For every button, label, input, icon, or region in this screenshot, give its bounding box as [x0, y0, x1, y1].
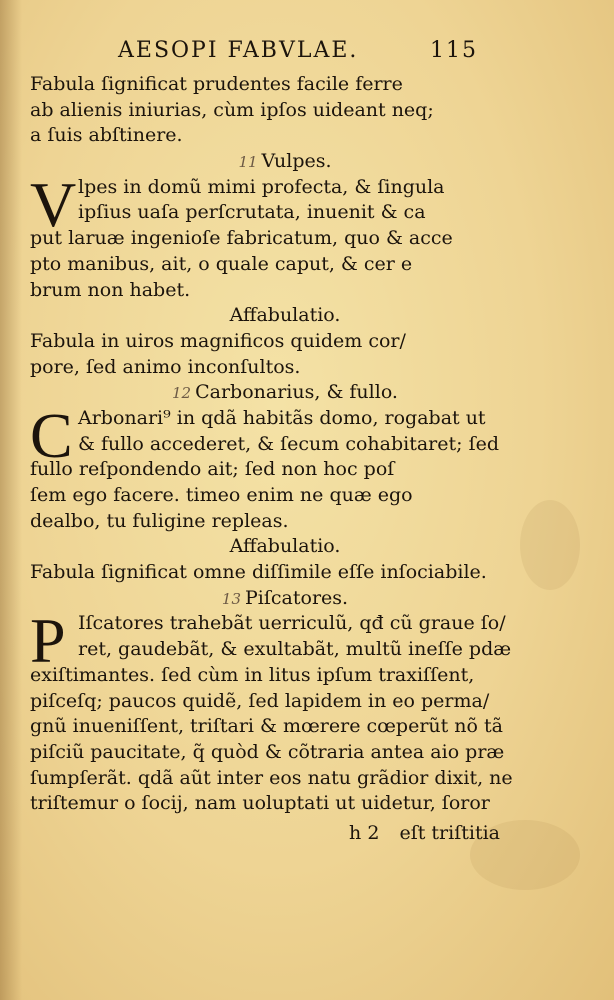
paragraph	[30, 399, 500, 534]
text-line: Fabula in uiros magnificos quidem cor/	[30, 329, 406, 352]
handwritten-number: 13	[221, 589, 242, 608]
drop-initial: C	[30, 399, 73, 471]
text-line: pto manibus, ait, o quale caput, & cer e	[30, 252, 413, 275]
catchline	[30, 821, 500, 847]
section-heading	[30, 534, 500, 560]
text-line: dealbo, tu fuligine repleas.	[30, 509, 289, 532]
heading-text: Carbonarius, & fullo.	[195, 381, 398, 404]
text-line: piſciũ paucitate, q̃ quòd & cõtraria antea aio præ	[30, 740, 505, 763]
heading-text: Affabulatio.	[229, 304, 341, 327]
handwritten-number: 11	[238, 153, 258, 172]
drop-initial: P	[30, 605, 66, 677]
paragraph	[30, 168, 500, 303]
text-line: lpes in domũ mimi profecta, & ſingula	[78, 175, 445, 198]
text-line: fullo reſpondendo ait; ſed non hoc poſ	[30, 458, 395, 481]
folio-number: 115	[430, 38, 478, 63]
text-line: Fabula ſignificat prudentes facile ferre	[30, 73, 403, 95]
drop-initial: V	[30, 168, 77, 240]
section-heading	[30, 303, 500, 329]
text-line: Iſcatores trahebãt uerriculũ, qđ cũ graue ſo/	[78, 612, 506, 635]
gutter-shadow	[0, 0, 22, 1000]
text-line: triſtemur o ſocij, nam uoluptati ut uidetur, ſoror	[30, 792, 490, 815]
text-block	[30, 38, 513, 847]
handwritten-number: 12	[172, 384, 192, 403]
text-line: exiſtimantes. ſed cùm in litus ipſum traxiſſent,	[30, 663, 475, 686]
paper-stain	[520, 500, 580, 590]
section-heading	[30, 586, 500, 612]
text-line: a ſuis abſtinere.	[30, 124, 183, 147]
section-heading	[30, 149, 500, 175]
text-line: Arbonari⁹ in qdã habitãs domo, rogabat ut	[78, 406, 486, 429]
text-line: pore, ſed animo inconſultos.	[30, 355, 301, 378]
text-line: piſceſq; paucos quidẽ, ſed lapidem in eo perma/	[30, 689, 490, 712]
text-line: ab alienis iniurias, cùm ipſos uideant neq;	[30, 98, 434, 121]
heading-text: Vulpes.	[261, 150, 332, 173]
section-heading	[30, 380, 500, 406]
text-line: Fabula ſignificat omne diſſimile eſſe inſociabile.	[30, 561, 487, 584]
text-line: put laruæ ingenioſe fabricatum, quo & acce	[30, 227, 453, 250]
paragraph	[30, 605, 513, 817]
heading-text: Affabulatio.	[229, 535, 341, 558]
running-head	[30, 38, 500, 72]
text-line: gnũ inueniſſent, triſtari & mœrere cœperũt nõ tã	[30, 715, 503, 738]
signature-mark: h 2	[349, 821, 380, 844]
text-line: ipſius uaſa perſcrutata, inuenit & ca	[78, 201, 426, 224]
text-line: brum non habet.	[30, 278, 191, 301]
body-text	[30, 72, 513, 817]
text-line: ſumpſerãt. qdã aũt inter eos natu grãdior dixit, ne	[30, 766, 513, 789]
text-line: ret, gaudebãt, & exultabãt, multũ ineſſe pdæ	[78, 638, 512, 661]
text-line: & fullo accederet, & ſecum cohabitaret; ſed	[78, 432, 500, 455]
catchword: eſt triſtitia	[399, 821, 500, 844]
running-title: AESOPI FABVLAE.	[118, 38, 359, 63]
heading-text: Piſcatores.	[245, 586, 349, 609]
text-line: ſem ego facere. timeo enim ne quæ ego	[30, 484, 413, 506]
